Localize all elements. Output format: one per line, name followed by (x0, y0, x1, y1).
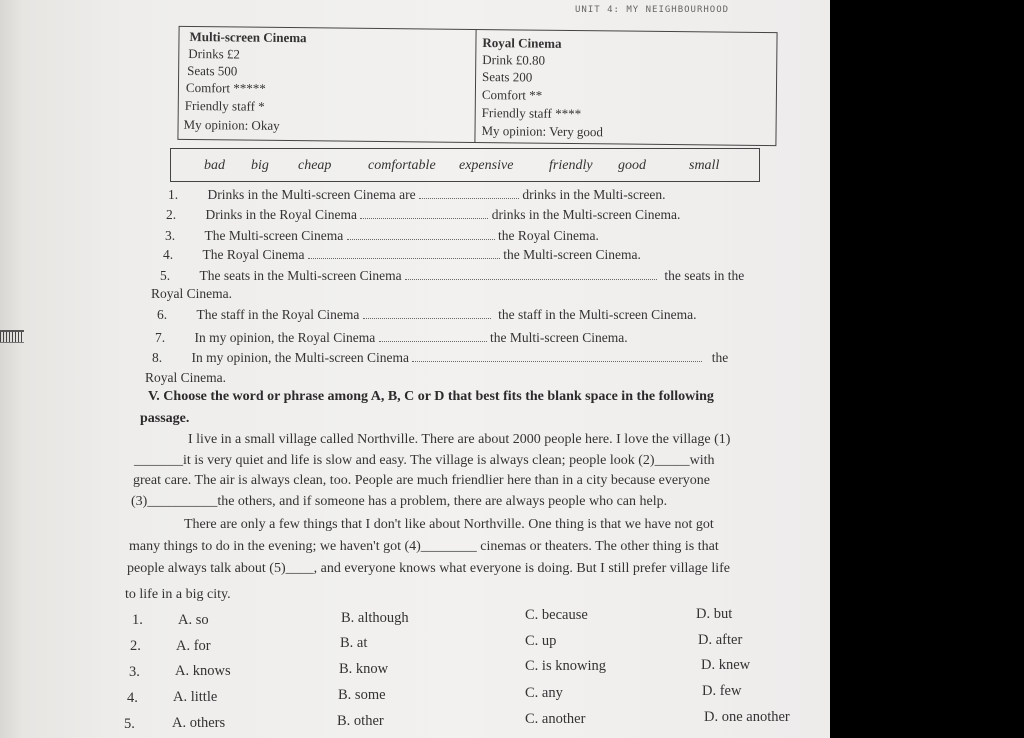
item-start: Drinks in the Multi-screen Cinema are (207, 187, 416, 202)
comparison-table (177, 26, 777, 146)
item-number: 5. (160, 268, 171, 283)
item-continuation: Royal Cinema. (145, 370, 226, 385)
word-box-item: expensive (459, 158, 514, 173)
answer-blank[interactable] (360, 218, 488, 219)
option-c[interactable]: C. another (525, 711, 586, 727)
item-end: the (711, 350, 729, 365)
item-number: 6. (157, 307, 168, 322)
item-start: The staff in the Royal Cinema (196, 307, 360, 322)
answer-blank[interactable] (363, 318, 491, 319)
section-title-continuation: passage. (140, 411, 190, 426)
passage-line: (3)__________the others, and if someone has a problem, there are always people who can help. (131, 494, 668, 509)
word-box-item: small (689, 158, 720, 173)
item-start: The Royal Cinema (202, 247, 305, 262)
passage-line: There are only a few things that I don't like about Northville. One thing is that we have not got (184, 517, 714, 532)
table-left-cell: Comfort ***** (185, 79, 266, 96)
passage-line: to life in a big city. (125, 587, 231, 602)
table-left-cell: Drinks £2 (188, 45, 241, 62)
option-number: 4. (127, 690, 138, 706)
option-a[interactable]: A. little (173, 689, 218, 705)
word-box-item: comfortable (368, 158, 436, 173)
item-start: Drinks in the Royal Cinema (205, 207, 357, 222)
passage-line: many things to do in the evening; we haven't got (4)________ cinemas or theaters. The other thing is that (129, 539, 719, 554)
item-number: 4. (163, 247, 174, 262)
option-a[interactable]: A. for (176, 638, 211, 654)
comparison-item (168, 187, 666, 203)
item-end: the staff in the Multi-screen Cinema. (498, 307, 697, 322)
unit-header: UNIT 4: MY NEIGHBOURHOOD (575, 5, 730, 15)
comparison-item (166, 207, 680, 223)
comparison-item (152, 350, 728, 366)
item-number: 8. (152, 350, 163, 365)
table-right-title: Royal Cinema (482, 35, 562, 51)
answer-blank[interactable] (379, 341, 487, 342)
option-d[interactable]: D. but (696, 606, 733, 622)
table-right-cell: My opinion: Very good (481, 123, 604, 140)
answer-blank[interactable] (347, 239, 495, 240)
item-number: 1. (168, 187, 179, 202)
option-c[interactable]: C. up (525, 633, 557, 649)
option-a[interactable]: A. knows (175, 663, 231, 679)
comparison-item (157, 307, 697, 323)
passage-line: people always talk about (5)____, and everyone knows what everyone is doing. But I still prefer village life (127, 561, 730, 576)
word-box-item: bad (204, 158, 225, 173)
word-box-item: cheap (298, 158, 332, 173)
comparison-item (160, 268, 744, 284)
option-number: 3. (129, 664, 140, 680)
item-end: drinks in the Multi-screen. (522, 187, 666, 202)
item-end: the seats in the (664, 268, 745, 283)
answer-blank[interactable] (308, 258, 500, 259)
item-number: 7. (155, 330, 166, 345)
word-box (170, 148, 760, 182)
option-b[interactable]: B. at (340, 635, 368, 651)
section-title: V. Choose the word or phrase among A, B, C or D that best fits the blank space in the following (148, 389, 714, 404)
item-number: 2. (166, 207, 177, 222)
option-c[interactable]: C. because (525, 607, 588, 623)
option-number: 2. (130, 638, 141, 654)
item-start: The Multi-screen Cinema (204, 228, 344, 243)
option-a[interactable]: A. so (178, 612, 209, 628)
table-right-cell: Friendly staff **** (481, 105, 582, 122)
passage-line: great care. The air is always clean, too. People are much friendlier here than in a city because everyone (133, 473, 710, 488)
page-left-edge (0, 0, 22, 738)
item-start: The seats in the Multi-screen Cinema (199, 268, 402, 283)
table-divider (474, 30, 476, 142)
item-end: drinks in the Multi-screen Cinema. (491, 207, 681, 222)
comparison-item (165, 228, 599, 244)
item-number: 3. (165, 228, 176, 243)
table-right-cell: Comfort ** (481, 87, 543, 103)
comparison-item (155, 330, 628, 346)
table-left-cell: My opinion: Okay (183, 116, 280, 133)
option-c[interactable]: C. any (525, 685, 563, 701)
table-right-cell: Drink £0.80 (482, 52, 546, 68)
option-a[interactable]: A. others (172, 715, 226, 731)
option-b[interactable]: B. although (341, 610, 409, 626)
item-continuation: Royal Cinema. (151, 286, 232, 301)
item-start: In my opinion, the Royal Cinema (194, 330, 376, 345)
option-b[interactable]: B. some (338, 687, 386, 703)
dark-background (830, 0, 1024, 738)
passage-line: _______it is very quiet and life is slow and easy. The village is always clean; people look (2)_____with (134, 453, 715, 468)
item-end: the Multi-screen Cinema. (489, 330, 628, 345)
table-right-cell: Seats 200 (482, 69, 533, 85)
item-start: In my opinion, the Multi-screen Cinema (191, 350, 409, 365)
table-left-cell: Seats 500 (187, 62, 238, 79)
option-d[interactable]: D. after (698, 632, 743, 648)
word-box-item: good (618, 158, 646, 173)
answer-blank[interactable] (419, 198, 519, 199)
item-end: the Multi-screen Cinema. (503, 247, 641, 262)
option-d[interactable]: D. knew (701, 657, 751, 673)
option-d[interactable]: D. one another (704, 709, 790, 725)
option-number: 5. (124, 716, 135, 732)
option-d[interactable]: D. few (702, 683, 742, 699)
table-left-title: Multi-screen Cinema (189, 28, 307, 46)
passage-line: I live in a small village called Northville. There are about 2000 people here. I love the village (1) (188, 432, 731, 447)
option-c[interactable]: C. is knowing (525, 658, 606, 674)
item-end: the Royal Cinema. (497, 228, 599, 243)
binder-mark (0, 330, 24, 343)
option-number: 1. (132, 612, 143, 628)
comparison-item (163, 247, 641, 263)
option-b[interactable]: B. know (339, 661, 389, 677)
answer-blank[interactable] (405, 279, 657, 280)
word-box-item: big (251, 158, 269, 173)
answer-blank[interactable] (412, 361, 702, 362)
word-box-item: friendly (549, 158, 593, 173)
table-left-cell: Friendly staff * (184, 97, 265, 114)
option-b[interactable]: B. other (337, 713, 384, 729)
